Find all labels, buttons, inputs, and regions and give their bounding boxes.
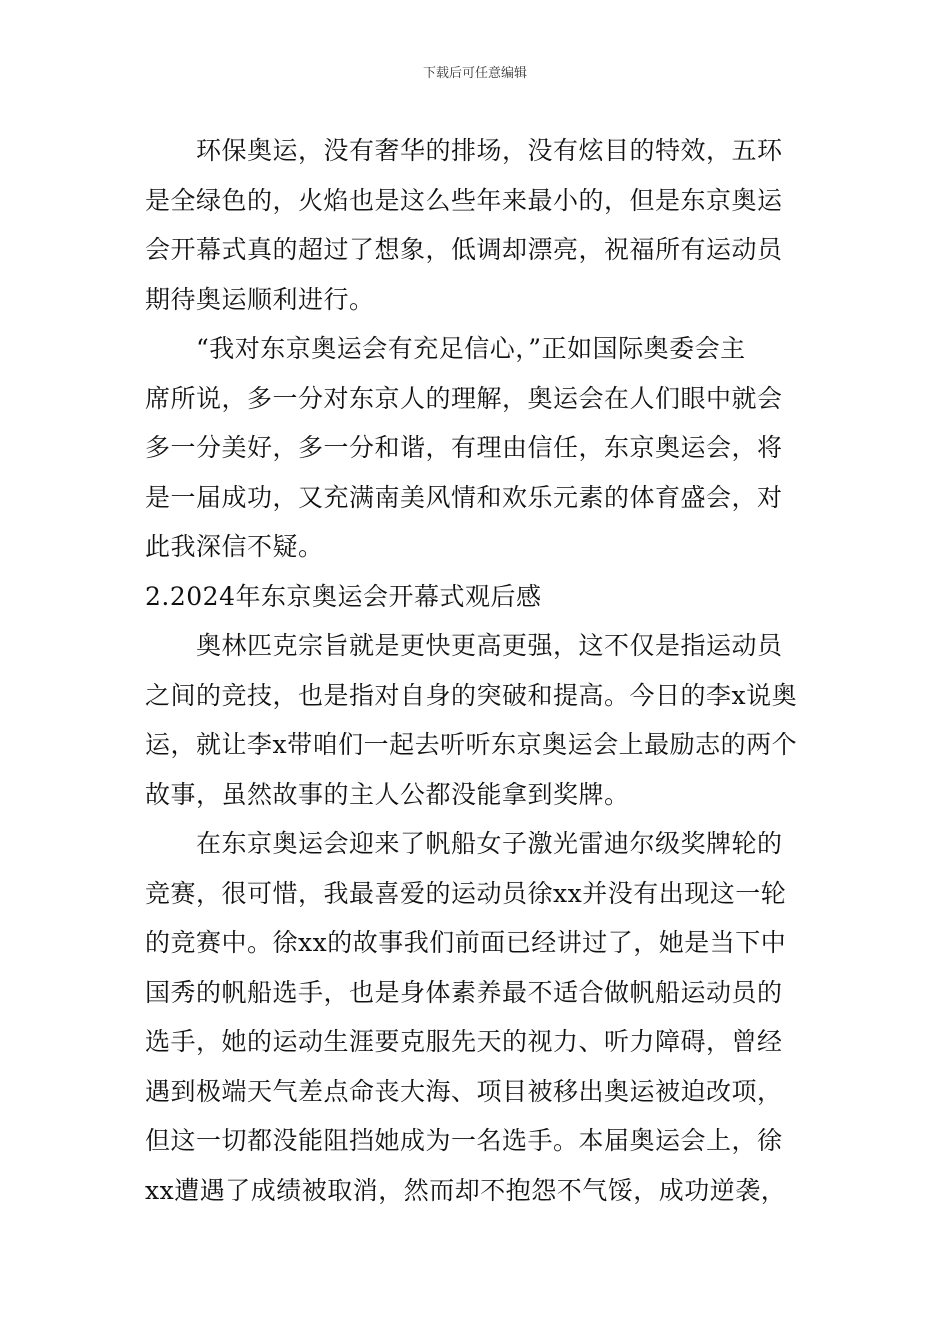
section-heading (145, 572, 807, 622)
text-line: 是一届成功，又充满南美风情和欢乐元素的体育盛会，对 (145, 482, 783, 512)
paragraph-3 (145, 621, 807, 819)
paragraph-4 (145, 819, 807, 1215)
text-line: 期待奥运顺利进行。 (145, 284, 375, 314)
text-line: 多一分美好，多一分和谐，有理由信任，东京奥运会，将 (145, 433, 783, 462)
text-line: 国秀的帆船选手，也是身体素养最不适合做帆船运动员的 (145, 977, 783, 1007)
document-body (145, 126, 807, 1215)
text-line: 席所说，多一分对东京人的理解，奥运会在人们眼中就会 (145, 383, 783, 413)
text-line: 此我深信不疑。 (145, 532, 324, 561)
text-line: 的竞赛中。徐xx的故事我们前面已经讲过了，她是当下中 (145, 928, 787, 957)
text-line: 故事，虽然故事的主人公都没能拿到奖牌。 (145, 779, 630, 809)
text-line: 选手，她的运动生涯要克服先天的视力、听力障碍，曾经 (145, 1027, 783, 1056)
paragraph-2 (145, 324, 807, 572)
text-line: 在东京奥运会迎来了帆船女子激光雷迪尔级奖牌轮的 (145, 829, 783, 858)
text-line: “我对东京奥运会有充足信心，”正如国际奥委会主 (145, 334, 746, 363)
text-line: 环保奥运，没有奢华的排场，没有炫目的特效，五环 (145, 136, 783, 165)
text-line: 遇到极端天气差点命丧大海、项目被移出奥运被迫改项， (145, 1076, 783, 1106)
page-header: 下载后可任意编辑 (422, 66, 527, 81)
paragraph-1 (145, 126, 807, 324)
text-line: 奥林匹克宗旨就是更快更高更强，这不仅是指运动员 (145, 631, 783, 660)
text-line: 运，就让李x带咱们一起去听听东京奥运会上最励志的两个 (145, 730, 798, 759)
text-line: 会开幕式真的超过了想象，低调却漂亮，祝福所有运动员 (145, 235, 783, 264)
text-line: 但这一切都没能阻挡她成为一名选手。本届奥运会上，徐 (145, 1126, 783, 1155)
text-line: 是全绿色的，火焰也是这么些年来最小的，但是东京奥运 (145, 185, 783, 215)
text-line: 竞赛，很可惜，我最喜爱的运动员徐xx并没有出现这一轮 (145, 878, 787, 908)
text-line: xx遭遇了成绩被取消，然而却不抱怨不气馁，成功逆袭， (145, 1175, 787, 1205)
heading-line: 2.2024年东京奥运会开幕式观后感 (145, 581, 542, 611)
text-line: 之间的竞技，也是指对自身的突破和提高。今日的李x说奥 (145, 680, 798, 710)
